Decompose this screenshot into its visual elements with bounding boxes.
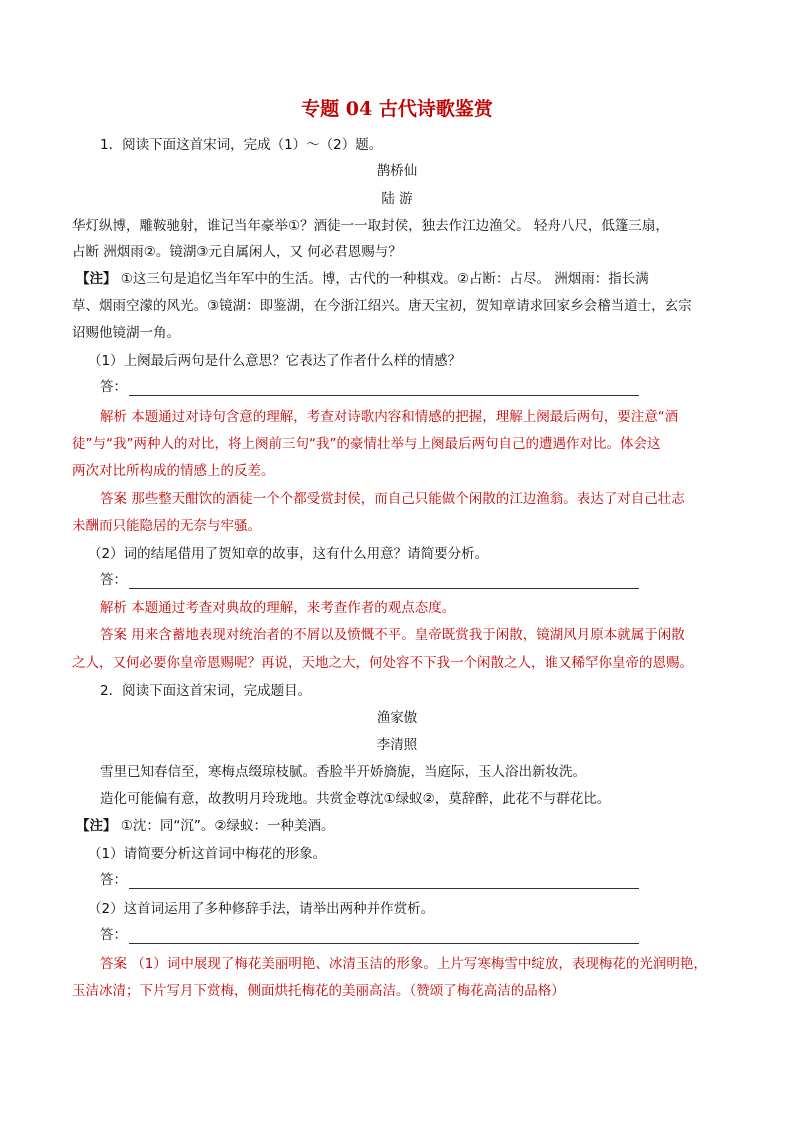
answer-text: 玉洁冰清；下片写月下赏梅，侧面烘托梅花的美丽高洁。（赞颂了梅花高洁的品格） <box>72 983 565 999</box>
note-text: ①这三句是追忆当年军中的生活。博，古代的一种棋戏。②占断：占尽。 洲烟雨：指长满 <box>120 271 649 287</box>
note-tag: 【注】 <box>76 818 117 834</box>
q1-prompt: 1．阅读下面这首宋词，完成（1）～（2）题。 <box>100 137 383 153</box>
answer-input-line[interactable] <box>129 381 639 396</box>
q2-note <box>76 817 335 835</box>
q2-prompt: 2．阅读下面这首宋词，完成题目。 <box>100 683 312 699</box>
q2-answer-row <box>100 871 639 889</box>
q1-answer-row <box>100 378 639 396</box>
analysis-text: 解析 本题通过考查对典故的理解，来考查作者的观点态度。 <box>100 600 456 616</box>
answer-label: 答： <box>100 572 127 588</box>
answer-label: 答： <box>100 927 127 943</box>
answer-input-line[interactable] <box>129 574 639 589</box>
q2-answer-row <box>100 926 639 944</box>
analysis-text: 徒”与“我”两种人的对比，将上阕前三句“我”的豪情壮举与上阕最后两句自己的遭遇作对比。体会这 <box>72 436 661 452</box>
answer-text: 之人，又何必要你皇帝恩赐呢？再说，天地之大，何处容不下我一个闲散之人，谁又稀罕你皇帝的恩赐。 <box>72 655 693 671</box>
answer-input-line[interactable] <box>129 874 639 889</box>
note-text: 诏赐他镜湖一角。 <box>72 325 180 341</box>
q2-poem-line: 造化可能偏有意，故教明月玲珑地。共赏金尊沈①绿蚁②，莫辞醉，此花不与群花比。 <box>100 791 611 807</box>
q1-answer-row <box>100 571 639 589</box>
page-title: 专题 04 古代诗歌鉴赏 <box>301 98 493 120</box>
analysis-text: 解析 本题通过对诗句含意的理解，考查对诗歌内容和情感的把握，理解上阕最后两句，要注意“酒 <box>100 409 679 425</box>
q1-author: 陆 游 <box>381 191 413 207</box>
q2-poem-title: 渔家傲 <box>376 710 418 726</box>
q2-sub1: （1）请简要分析这首词中梅花的形象。 <box>88 846 327 862</box>
answer-input-line[interactable] <box>129 929 639 944</box>
q2-poem-line: 雪里已知春信至，寒梅点缀琼枝腻。香脸半开娇旖旎，当庭际，玉人浴出新妆洗。 <box>100 764 586 780</box>
note-text: 草、烟雨空濛的风光。③镜湖：即鉴湖，在今浙江绍兴。唐天宝初，贺知章请求回家乡会稽当道士，玄宗 <box>72 298 692 314</box>
q2-author: 李清照 <box>376 737 418 753</box>
answer-text: 答案 （1）词中展现了梅花美丽明艳、冰清玉洁的形象。上片写寒梅雪中绽放，表现梅花的光润明艳， <box>100 956 707 972</box>
q1-poem-line: 华灯纵博，雕鞍驰射，谁记当年豪举①？酒徒一一取封侯，独去作江边渔父。 轻舟八尺，低篷三扇， <box>72 218 669 234</box>
analysis-text: 两次对比所构成的情感上的反差。 <box>72 463 275 479</box>
answer-label: 答： <box>100 872 127 888</box>
answer-text: 答案 那些整天酣饮的酒徒一个个都受赏封侯，而自己只能做个闲散的江边渔翁。表达了对自己壮志 <box>100 491 685 507</box>
q2-sub2: （2）这首词运用了多种修辞手法，请举出两种并作赏析。 <box>88 901 435 917</box>
q1-sub1: （1）上阕最后两句是什么意思？它表达了作者什么样的情感？ <box>88 353 462 369</box>
note-text: ①沈：同“沉”。②绿蚁：一种美酒。 <box>120 818 335 834</box>
q1-note <box>76 270 649 288</box>
q1-sub2: （2）词的结尾借用了贺知章的故事，这有什么用意？请简要分析。 <box>88 546 489 562</box>
q1-poem-line: 占断 洲烟雨②。镜湖③元自属闲人，又 何必君恩赐与？ <box>72 244 402 260</box>
answer-label: 答： <box>100 379 127 395</box>
note-tag: 【注】 <box>76 271 117 287</box>
answer-text: 答案 用来含蓄地表现对统治者的不屑以及愤慨不平。皇帝既赏我于闲散，镜湖风月原本就属于闲散 <box>100 627 685 643</box>
q1-poem-title: 鹊桥仙 <box>376 163 418 179</box>
answer-text: 未酬而只能隐居的无奈与牢骚。 <box>72 518 261 534</box>
